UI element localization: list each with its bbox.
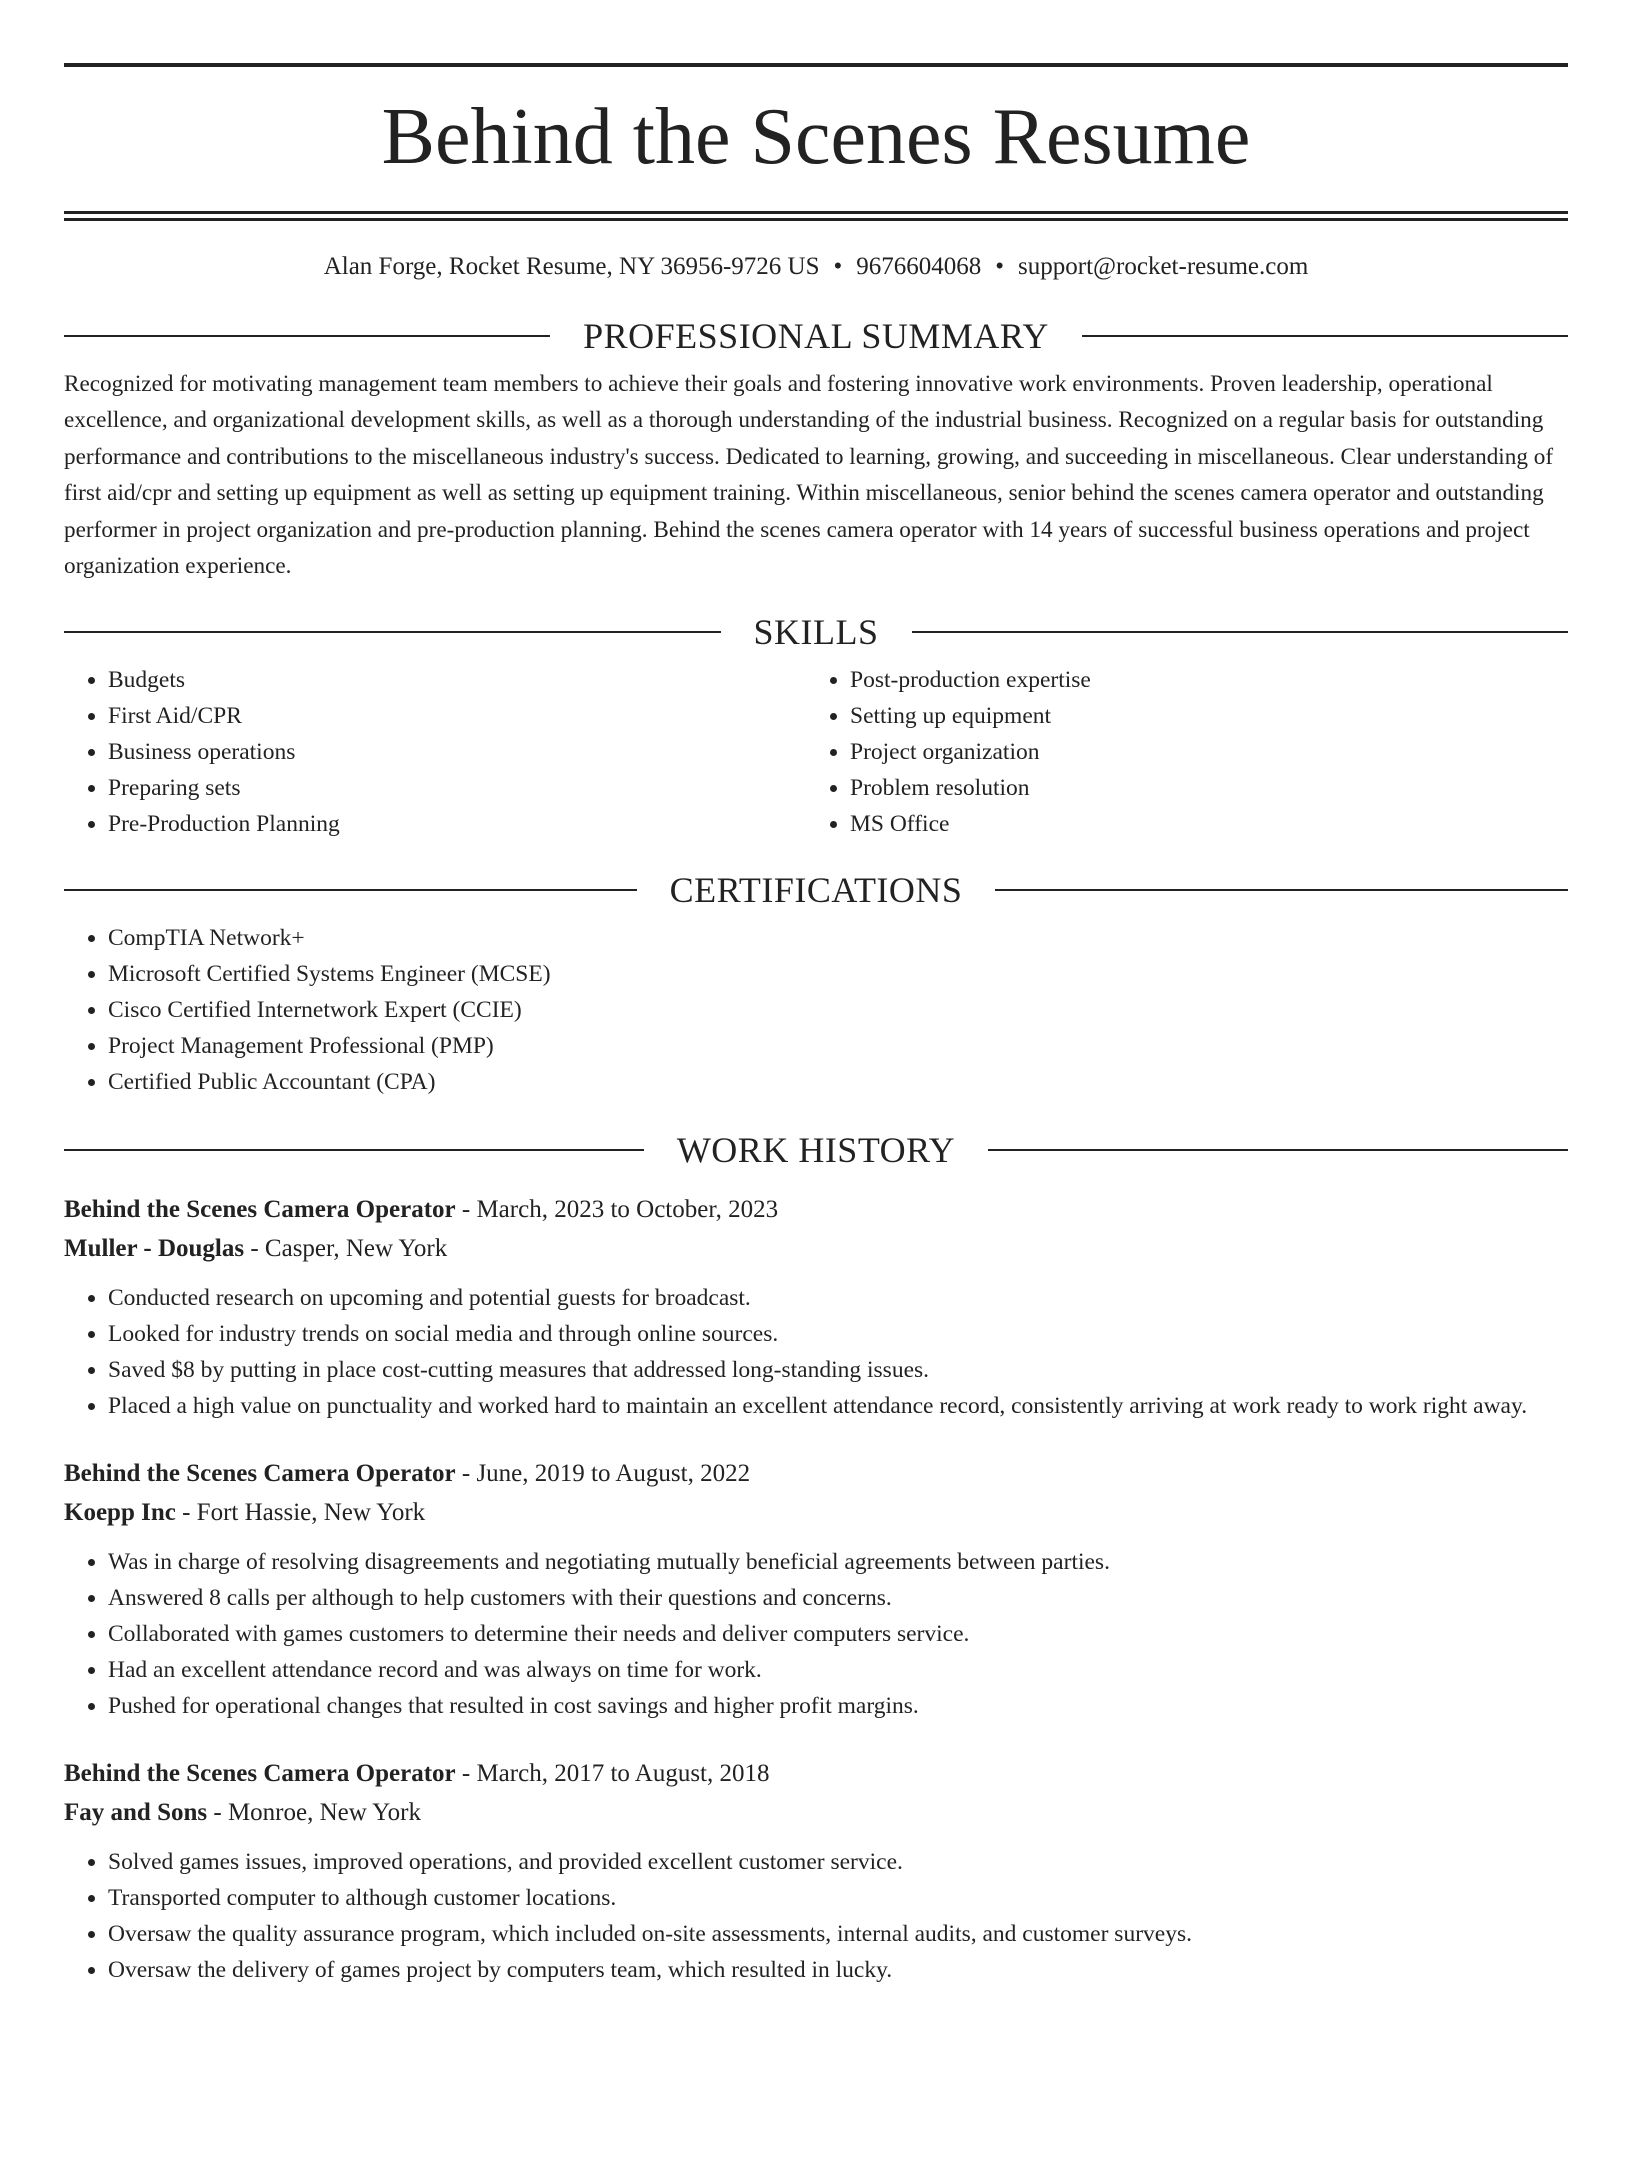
section-header-certifications bbox=[64, 868, 1568, 912]
job-entry bbox=[64, 1454, 1568, 1724]
skill-item: • Preparing sets bbox=[108, 770, 806, 806]
section-rule-left bbox=[64, 631, 721, 633]
section-rule-left bbox=[64, 335, 550, 337]
job-bullet: • Answered 8 calls per although to help customers with their questions and concerns. bbox=[108, 1580, 1568, 1616]
job-dates: - March, 2023 to October, 2023 bbox=[455, 1196, 779, 1224]
job-location: - Fort Hassie, New York bbox=[175, 1499, 426, 1527]
section-rule-right bbox=[1082, 335, 1568, 337]
job-title-line bbox=[64, 1454, 1568, 1493]
top-rule bbox=[64, 63, 1568, 67]
job-company-line bbox=[64, 1493, 1568, 1532]
skill-item: • Budgets bbox=[108, 662, 806, 698]
skill-item: • First Aid/CPR bbox=[108, 698, 806, 734]
job-dates: - June, 2019 to August, 2022 bbox=[455, 1460, 751, 1488]
contact-separator: • bbox=[995, 253, 1005, 280]
section-title-skills: SKILLS bbox=[753, 612, 879, 653]
section-header-summary bbox=[64, 314, 1568, 358]
job-bullet: • Looked for industry trends on social media and through online sources. bbox=[108, 1316, 1568, 1352]
certifications-list bbox=[64, 920, 1568, 1100]
job-bullet: • Placed a high value on punctuality and worked hard to maintain an excellent attendance record, consistently arriving at work ready to work right away. bbox=[108, 1388, 1568, 1424]
skills-list-left bbox=[64, 662, 806, 842]
job-bullet: • Collaborated with games customers to determine their needs and deliver computers service. bbox=[108, 1616, 1568, 1652]
certification-item: • Cisco Certified Internetwork Expert (CCIE) bbox=[108, 992, 1568, 1028]
section-header-skills bbox=[64, 610, 1568, 654]
job-bullet: • Transported computer to although customer locations. bbox=[108, 1880, 1568, 1916]
certification-item: • Microsoft Certified Systems Engineer (MCSE) bbox=[108, 956, 1568, 992]
job-company: Muller - Douglas bbox=[64, 1235, 245, 1263]
job-company: Fay and Sons bbox=[64, 1799, 208, 1827]
job-bullet: • Had an excellent attendance record and was always on time for work. bbox=[108, 1652, 1568, 1688]
skill-item: • Business operations bbox=[108, 734, 806, 770]
certification-item: • Project Management Professional (PMP) bbox=[108, 1028, 1568, 1064]
job-bullet: • Saved $8 by putting in place cost-cutting measures that addressed long-standing issues. bbox=[108, 1352, 1568, 1388]
job-title: Behind the Scenes Camera Operator bbox=[64, 1460, 456, 1488]
resume-title: Behind the Scenes Resume bbox=[381, 93, 1251, 181]
job-bullet: • Was in charge of resolving disagreements and negotiating mutually beneficial agreements between parties. bbox=[108, 1544, 1568, 1580]
job-location: - Casper, New York bbox=[244, 1235, 448, 1263]
contact-line bbox=[64, 251, 1568, 283]
job-entry bbox=[64, 1190, 1568, 1424]
summary-text: Recognized for motivating management team members to achieve their goals and fostering innovative work environments. Proven leadership, operational excellence, and organizational development skills, as well as a thorough understanding of the industrial business. Recognized on a regular basis for outstanding performance and contributions to the miscellaneous industry's success. Dedicated to learning, growing, and succeeding in miscellaneous. Clear understanding of first aid/cpr and setting up equipment as well as setting up equipment training. Within miscellaneous, senior behind the scenes camera operator and outstanding performer in project organization and pre-production planning. Behind the scenes camera operator with 14 years of successful business operations and project organization experience. bbox=[64, 371, 1554, 580]
section-rule-left bbox=[64, 889, 637, 891]
job-company: Koepp Inc bbox=[64, 1499, 176, 1527]
contact-separator: • bbox=[833, 253, 843, 280]
contact-email: support@rocket-resume.com bbox=[1018, 253, 1309, 280]
skill-item: • Post-production expertise bbox=[850, 662, 1548, 698]
section-rule-right bbox=[988, 1149, 1568, 1151]
section-title-summary: PROFESSIONAL SUMMARY bbox=[583, 316, 1049, 356]
job-company-line bbox=[64, 1793, 1568, 1832]
section-header-work-history bbox=[64, 1128, 1568, 1172]
skill-item: • Problem resolution bbox=[850, 770, 1548, 806]
contact-phone: 9676604068 bbox=[856, 253, 982, 280]
job-bullet: • Pushed for operational changes that resulted in cost savings and higher profit margins. bbox=[108, 1688, 1568, 1724]
job-location: - Monroe, New York bbox=[207, 1799, 422, 1827]
section-rule-left bbox=[64, 1149, 644, 1151]
section-rule-right bbox=[995, 889, 1568, 891]
job-entry bbox=[64, 1754, 1568, 1988]
job-bullet: • Solved games issues, improved operations, and provided excellent customer service. bbox=[108, 1844, 1568, 1880]
skills-list-right bbox=[806, 662, 1548, 842]
job-bullet: • Oversaw the quality assurance program, which included on-site assessments, internal audits, and customer surveys. bbox=[108, 1916, 1568, 1952]
job-bullets bbox=[64, 1280, 1568, 1424]
title-double-rule bbox=[64, 211, 1568, 221]
job-bullets bbox=[64, 1544, 1568, 1724]
certification-item: • CompTIA Network+ bbox=[108, 920, 1568, 956]
job-bullet: • Oversaw the delivery of games project by computers team, which resulted in lucky. bbox=[108, 1952, 1568, 1988]
job-dates: - March, 2017 to August, 2018 bbox=[455, 1760, 770, 1788]
job-bullet: • Conducted research on upcoming and potential guests for broadcast. bbox=[108, 1280, 1568, 1316]
skill-item: • Pre-Production Planning bbox=[108, 806, 806, 842]
section-title-certifications: CERTIFICATIONS bbox=[669, 870, 963, 911]
section-title-work-history: WORK HISTORY bbox=[676, 1130, 956, 1171]
resume-page bbox=[0, 63, 1632, 2175]
skill-item: • MS Office bbox=[850, 806, 1548, 842]
certification-item: • Certified Public Accountant (CPA) bbox=[108, 1064, 1568, 1100]
section-rule-right bbox=[912, 631, 1569, 633]
job-title-line bbox=[64, 1190, 1568, 1229]
job-title: Behind the Scenes Camera Operator bbox=[64, 1760, 456, 1788]
skills-grid bbox=[64, 654, 1568, 842]
job-title-line bbox=[64, 1754, 1568, 1793]
contact-address: Alan Forge, Rocket Resume, NY 36956-9726 US bbox=[323, 253, 820, 280]
skill-item: • Setting up equipment bbox=[850, 698, 1548, 734]
job-company-line bbox=[64, 1229, 1568, 1268]
skill-item: • Project organization bbox=[850, 734, 1548, 770]
job-bullets bbox=[64, 1844, 1568, 1988]
job-title: Behind the Scenes Camera Operator bbox=[64, 1196, 456, 1224]
